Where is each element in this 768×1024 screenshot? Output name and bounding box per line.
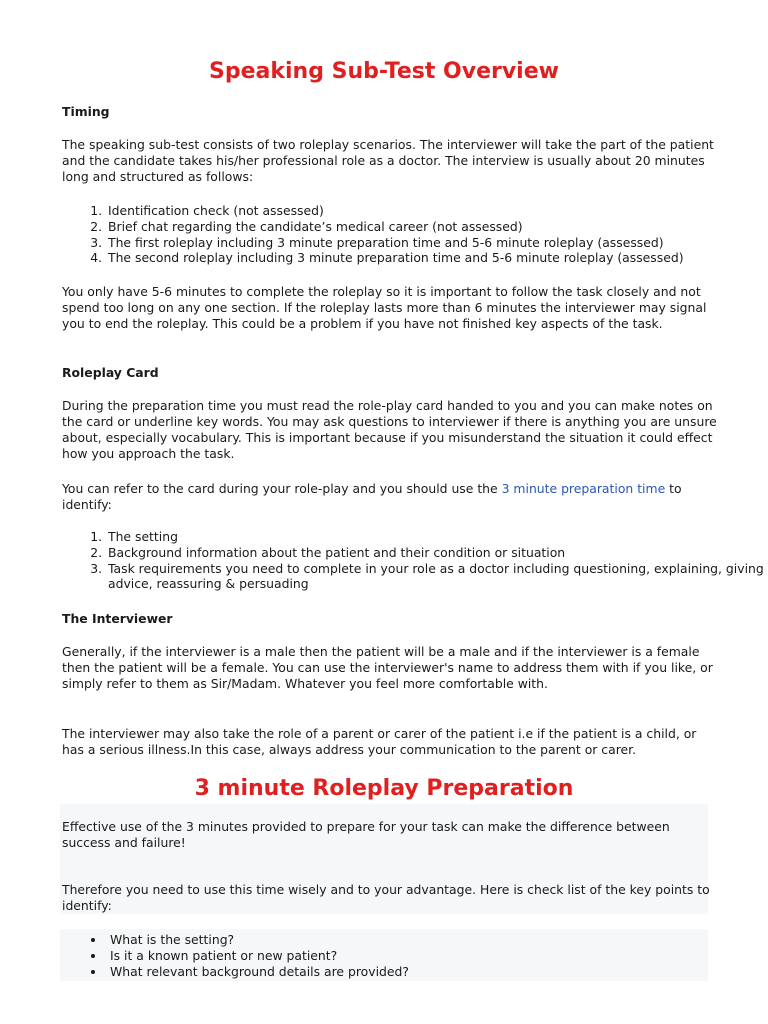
list-item: • What relevant background details are provided? bbox=[106, 964, 766, 980]
list-item: 1. The setting bbox=[106, 529, 766, 545]
preparation-title: 3 minute Roleplay Preparation bbox=[194, 776, 574, 801]
list-item: 3. The first roleplay including 3 minute preparation time and 5-6 minute roleplay (assessed) bbox=[106, 235, 766, 251]
roleplay-card-heading: Roleplay Card bbox=[62, 365, 159, 380]
timing-intro: The speaking sub-test consists of two roleplay scenarios. The interviewer will take the part of the patient and the candidate takes his/her professional role as a doctor. The interview is usually about 20 minutes long and structured as follows: bbox=[62, 137, 714, 184]
preparation-para-1: Effective use of the 3 minutes provided to prepare for your task can make the difference between success and failure! bbox=[62, 819, 670, 850]
interviewer-heading: The Interviewer bbox=[62, 611, 173, 626]
checklist bbox=[62, 932, 766, 979]
refer-text-after: to identify: bbox=[62, 481, 682, 512]
preparation-time-link[interactable]: 3 minute preparation time bbox=[501, 481, 666, 496]
timing-list bbox=[62, 203, 766, 266]
page-title: Speaking Sub-Test Overview bbox=[209, 59, 559, 84]
roleplay-card-refer bbox=[62, 481, 722, 513]
list-item: • Is it a known patient or new patient? bbox=[106, 948, 766, 964]
refer-text-before: You can refer to the card during your role-play and you should use the bbox=[62, 481, 502, 496]
timing-heading: Timing bbox=[62, 104, 110, 119]
preparation-para-2: Therefore you need to use this time wisely and to your advantage. Here is check list of the key points to identify: bbox=[62, 882, 710, 913]
interviewer-para-2: The interviewer may also take the role of a parent or carer of the patient i.e if the patient is a child, or has a serious illness.In this case, always address your communication to the parent or carer. bbox=[62, 726, 697, 757]
list-item: 4. The second roleplay including 3 minute preparation time and 5-6 minute roleplay (assessed) bbox=[106, 250, 766, 266]
interviewer-para-1: Generally, if the interviewer is a male then the patient will be a male and if the interviewer is a female then the patient will be a female. You can use the interviewer's name to address them with if you like, or simply refer to them as Sir/Madam. Whatever you feel more comfortable with. bbox=[62, 644, 713, 691]
list-item: 2. Background information about the patient and their condition or situation bbox=[106, 545, 766, 561]
list-item: 2. Brief chat regarding the candidate’s medical career (not assessed) bbox=[106, 219, 766, 235]
list-item: 1. Identification check (not assessed) bbox=[106, 203, 766, 219]
list-item: 3. Task requirements you need to complete in your role as a doctor including questioning, explaining, giving advice, reassuring & persuading bbox=[106, 561, 766, 593]
list-item: • What is the setting? bbox=[106, 932, 766, 948]
roleplay-card-intro: During the preparation time you must read the role-play card handed to you and you can make notes on the card or underline key words. You may ask questions to interviewer if there is anything you are unsure about, especially vocabulary. This is important because if you misunderstand the situation it could effect how you approach the task. bbox=[62, 398, 717, 461]
timing-note: You only have 5-6 minutes to complete the roleplay so it is important to follow the task closely and not spend too long on any one section. If the roleplay lasts more than 6 minutes the interviewer may signal you to end the roleplay. This could be a problem if you have not finished key aspects of the task. bbox=[62, 284, 707, 331]
roleplay-card-list bbox=[62, 529, 766, 592]
